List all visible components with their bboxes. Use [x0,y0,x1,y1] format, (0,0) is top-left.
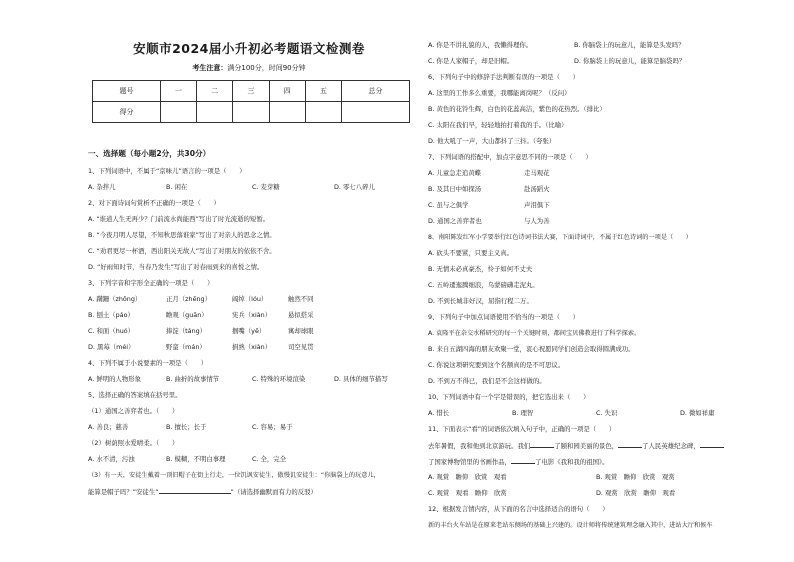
q5-3-option-b: B. 你脑袋上的玩意儿，能算是头发吗？ [574,41,685,49]
score-cell [197,102,233,123]
q11-text-3: 了人民英雄纪念碑， [642,442,700,450]
q9-option-c: C. 你说这项研究要到这个名额真的是不可思议。 [428,361,565,369]
question-6: 6、下列句子中的修辞手法判断有误的一项是（ ） [428,73,580,81]
q2-option-c: C. “劝君更尽一杯酒，西出阳关无故人”写出了对朋友的依依不舍。 [88,247,276,255]
q10-option-c: C. 失识 [596,409,618,417]
question-9: 9、下列句子中加点词语使用不恰当的一项是（ ） [428,313,580,321]
q7-c-phrase2: 声泪俱下 [524,201,550,209]
q9-option-d: D. 不到万不得已，我们是不会这样做的。 [428,377,546,385]
q7-a-phrase1: A. 儿童急走追黄蝶 [428,169,482,177]
answer-blank[interactable] [700,442,724,448]
notice-text: 满分100分，时间90分钟 [227,64,306,72]
q11-sentence-line1 [428,442,724,450]
score-header-cell: 题号 [93,81,161,102]
q3-b-word3: 宪兵（xiàn） [232,311,272,319]
score-header-row [93,81,410,102]
q2-option-d: D. “好雨知时节，当春乃发生”写出了对春雨到来的喜悦之情。 [88,263,264,271]
q3-c-word4: 寓却球眼 [288,327,314,335]
q3-c-word3: 掴嘴（yē） [232,327,266,335]
q7-b-phrase1: B. 及其日中如探汤 [428,185,482,193]
q7-d-phrase2: 与人为善 [524,217,550,225]
q1-option-d: D. 零七八碎儿 [334,183,375,191]
q3-b-word4: 悬拟搭采 [288,311,314,319]
q5-sub-3: （3）有一天，安徒生戴着一顶旧帽子在街上行走，一位饥讽安徒生，傲慢讥安徒生：“你脑袋上的玩意儿， [88,472,380,479]
score-cell [160,102,196,123]
q5-3-option-a: A. 你是不讲礼貌的人，我懒得理你。 [428,41,533,49]
q3-a-word1: A. 蹒跚（zhōng） [88,295,142,303]
answer-blank[interactable] [618,442,642,448]
q11-option-a: A. 观赏 瞻仰 欣赏 观看 [428,473,507,481]
q10-option-a: A. 惜长 [428,409,450,417]
q7-b-phrase2: 赴汤蹈火 [524,185,550,193]
q11-text-1: 去年暑假，我和他到北京游玩。我们 [428,442,531,450]
q8-option-a: A. 砍头不要紧，只要主义真。 [428,249,514,257]
score-row-label: 得分 [93,102,161,123]
q1-option-a: A. 杂拌儿 [88,183,116,191]
question-1: 1、下列词语中，不属于“京味儿”语言的一项是（ ） [88,167,246,175]
q3-c-word1: C. 和面（huó） [88,327,135,335]
q9-option-b: B. 来自五湖四海的朋友欢聚一堂，衷心祝愿同学们创造会取得圆满成功。 [428,345,635,353]
score-header-cell: 总分 [342,81,410,102]
q8-option-b: B. 无情未必真豪杰，怜子如何不丈夫 [428,265,533,273]
question-5: 5、选择正确的答案填在括号里。 [88,391,182,399]
q8-option-d: D. 不到长城非好汉，屈指行程二万。 [428,297,533,305]
q4-option-b: B. 曲折的故事情节 [166,375,220,383]
q5-2-option-c: C. 全，完全 [252,455,287,463]
question-11: 11、下面表示“看”的词语依次填入句子中，正确的一项是（ ） [428,425,616,433]
q12-passage: 新的丰台火车站是在原来老站东侧场的基础上兴建的。设计师将传统建筑理念融入其中，进站大厅和候车 [428,522,713,529]
q3-d-word4: 司空见贯 [288,343,314,351]
right-column [428,0,764,562]
q2-option-a: A. “谁道人生无再少？门前流水尚能西”写出了时光流逝的短暂。 [88,215,270,223]
q9-option-a: A. 袁隆平在杂交水稻研究的每一个关键时刻，都间宝贝佛教进行了科学探索。 [428,330,641,337]
q5-1-option-a: A. 善良；慈善 [88,423,129,431]
q7-a-phrase2: 走马观花 [524,169,550,177]
q11-sentence-line2 [428,458,609,466]
q3-a-word4: 触然不同 [288,295,314,303]
score-cell [269,102,305,123]
q5-sub-3-answer-line [88,488,317,496]
q7-c-phrase1: C. 虽与之俱学 [428,201,469,209]
q11-option-d: D. 观赏 欣赏 瞻仰 观看 [596,489,676,497]
exam-title: 安顺市2024届小升初必考题语文检测卷 [133,41,365,56]
q5-3-suffix: ”（请选择幽默而有力的反驳） [230,488,317,496]
q11-option-b: B. 观赏 瞻仰 欣赏 观赏 [596,473,675,481]
q1-option-b: B. 闲在 [166,183,188,191]
left-column [88,0,410,562]
section-heading: 一、选择题（每小题2分，共30分） [88,149,211,158]
score-cell [233,102,269,123]
q8-option-c: C. 五岭逶迤腾细浪，乌蒙磅礴走泥丸。 [428,281,539,289]
q3-a-word3: 阔绰（lóu） [232,295,268,303]
q3-a-word2: 正月（zhēng） [166,295,212,303]
question-7: 7、下列词语的搭配中，加点字意思不同的一项是（ ） [428,153,592,161]
q3-d-word3: 捐熟（xiàn） [232,343,272,351]
q1-option-c: C. 麦芽糖 [252,183,280,191]
question-8: 8、南阳陈发红军小学要举行红色诗词书法大赛，下面诗词中，不属于红色诗词的一项是（ ） [428,234,692,241]
q5-2-option-a: A. 水不清，污浊 [88,455,135,463]
score-header-cell: 五 [305,81,341,102]
q10-option-d: D. 微如祥庸 [680,409,715,417]
q10-option-b: B. 理智 [512,409,534,417]
exam-notice [88,64,410,72]
q4-option-c: C. 特殊的环境渲染 [252,375,306,383]
q3-c-word2: 捧淀（táng） [166,327,207,335]
q3-b-word1: B. 刨土（páo） [88,311,134,319]
q7-d-phrase1: D. 通国之善弈者也 [428,217,482,225]
q11-text-5: 了电影《我和我的祖国》。 [535,458,609,466]
q5-1-option-c: C. 容易；易于 [252,423,293,431]
answer-blank[interactable] [159,488,231,494]
q5-3-option-c: C. 你是人家帽子，却是旧帽。 [428,57,514,65]
answer-blank[interactable] [530,442,554,448]
q6-option-d: D. 他大吼了一声，大山都抖了三抖。（夸张） [428,137,556,145]
q5-3-prefix: 能算是帽子吗？”安徒生“ [88,488,159,496]
answer-blank[interactable] [511,458,535,464]
q11-text-2: 了颐和园美丽的景色， [554,442,619,450]
q3-b-word2: 瞻观（guān） [166,311,208,319]
score-table [92,80,410,123]
q5-sub-2: （2）树荫照水爱晴柔。（ ） [88,439,179,447]
notice-label: 考生注意： [192,64,228,72]
q6-option-b: B. 黄色的花铃生辉，白色的花蕊高洁，紫色的花热烈。（排比） [428,105,606,113]
question-2: 2、对下面诗词句赏析不正确的一项是（ ） [88,199,220,207]
q6-option-c: C. 太阳在我们早，轻轻地拍打着我的手。（比喻） [428,121,568,129]
q3-d-word1: D. 黑莓（méi） [88,343,135,351]
score-header-cell: 四 [269,81,305,102]
question-3: 3、下列字音和字形全正确的一项是（ ） [88,279,214,287]
score-value-row [93,102,410,123]
score-header-cell: 三 [233,81,269,102]
q5-sub-1: （1）通国之善弈者也。（ ） [88,407,179,415]
q5-3-option-d: D. 你脑袋上的玩意儿，能算是脑袋吗？ [574,57,686,65]
score-header-cell: 一 [160,81,196,102]
score-cell [342,102,410,123]
q11-option-c: C. 观赏 观看 瞻仰 欣赏 [428,489,507,497]
question-10: 10、下列词语中有一个字是错误的，把它选出来（ ） [428,393,590,401]
q4-option-a: A. 鲜明的人物形象 [88,375,142,383]
q5-2-option-b: B. 模糊，不明白事理 [166,455,226,463]
q3-d-word2: 野蛮（mán） [166,343,206,351]
question-4: 4、下列不属于小说要素的一项是（ ） [88,359,208,367]
q11-text-4: 了国家博物馆里的书画作品， [428,458,512,466]
question-12: 12、根据发言情内容，从下面的名言中选择适合的语句（ ） [428,505,609,513]
q5-1-option-b: B. 擅长；长于 [166,423,207,431]
score-header-cell: 二 [197,81,233,102]
q4-option-d: D. 具体的细节描写 [334,375,388,383]
q6-option-a: A. 这里的工作多么重要，我哪能离岗呢？（反问） [428,89,571,97]
score-cell [305,102,341,123]
q2-option-b: B. “今夜月明人尽望，不知秋思落谁家”写出了对亲人的思念之情。 [88,231,276,239]
